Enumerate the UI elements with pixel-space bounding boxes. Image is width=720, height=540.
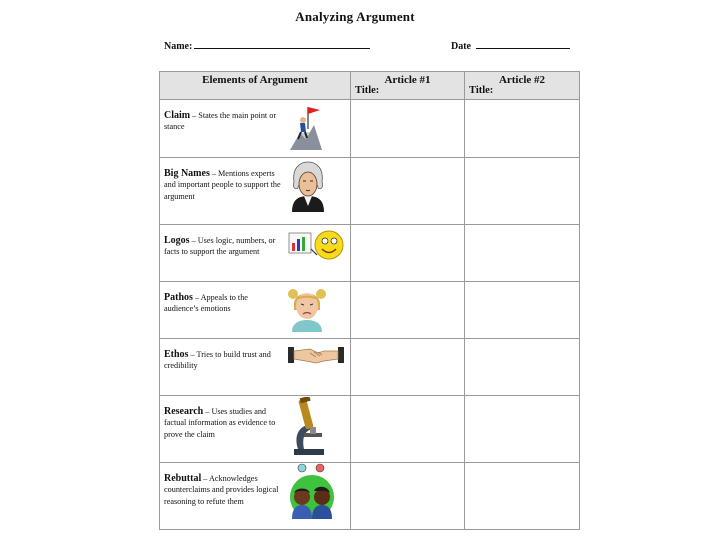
- article-2-cell[interactable]: [465, 396, 580, 463]
- article-1-cell[interactable]: [351, 282, 465, 339]
- page-title: Analyzing Argument: [295, 9, 415, 24]
- microscope-icon: [290, 397, 328, 457]
- element-cell-logos: [160, 225, 351, 282]
- article-2-cell[interactable]: [465, 100, 580, 158]
- article-2-cell[interactable]: [465, 463, 580, 530]
- article-1-label: Article #1: [384, 74, 431, 86]
- element-name: Pathos: [164, 292, 193, 303]
- article-2-cell[interactable]: [465, 339, 580, 396]
- article-1-cell[interactable]: [351, 158, 465, 225]
- portrait-icon: [288, 160, 328, 212]
- sad-girl-icon: [288, 284, 326, 332]
- article-2-cell[interactable]: [465, 225, 580, 282]
- element-desc: – Appeals to the audience’s emotions: [164, 293, 248, 314]
- article-1-cell[interactable]: [351, 339, 465, 396]
- element-name: Logos: [164, 235, 190, 246]
- article-1-cell[interactable]: [351, 396, 465, 463]
- article-1-title-label: Title:: [355, 85, 380, 96]
- table-row: [160, 100, 580, 158]
- smiley-chart-icon: [287, 227, 345, 267]
- article-1-cell[interactable]: [351, 100, 465, 158]
- article-2-title-label: Title:: [469, 85, 494, 96]
- date-label: Date: [451, 41, 471, 52]
- element-name: Rebuttal: [164, 473, 202, 484]
- element-name: Ethos: [164, 349, 189, 360]
- table-row: [160, 225, 580, 282]
- date-blank[interactable]: [476, 39, 570, 49]
- article-1-cell[interactable]: [351, 463, 465, 530]
- debate-people-icon: [288, 463, 336, 521]
- name-line: [164, 39, 370, 52]
- article-1-cell[interactable]: [351, 225, 465, 282]
- element-cell-research: [160, 396, 351, 463]
- table-row: [160, 282, 580, 339]
- name-blank[interactable]: [194, 39, 370, 49]
- element-desc: – Uses studies and factual information as evidence to prove the claim: [164, 407, 276, 439]
- element-desc: – States the main point or stance: [164, 111, 277, 132]
- element-cell-pathos: [160, 282, 351, 339]
- element-desc: – Uses logic, numbers, or facts to support the argument: [164, 236, 276, 257]
- article-2-cell[interactable]: [465, 282, 580, 339]
- element-desc: – Tries to build trust and credibility: [164, 350, 271, 371]
- table-row: [160, 463, 580, 530]
- col-header-elements: Elements of Argument: [160, 72, 351, 100]
- element-cell-rebuttal: [160, 463, 351, 530]
- article-2-cell[interactable]: [465, 158, 580, 225]
- article-2-label: Article #2: [498, 74, 546, 86]
- element-cell-big-names: [160, 158, 351, 225]
- climber-flag-icon: [288, 103, 324, 151]
- element-name: Big Names: [164, 168, 210, 179]
- table-row: [160, 396, 580, 463]
- element-name: Claim: [164, 110, 191, 121]
- element-desc: – Mentions experts and important people to support the argument: [164, 169, 281, 201]
- date-line: [451, 39, 570, 52]
- element-cell-ethos: [160, 339, 351, 396]
- element-cell-claim: [160, 100, 351, 158]
- col-header-article-2: [465, 72, 580, 100]
- name-label: Name:: [164, 41, 193, 52]
- table-row: [160, 158, 580, 225]
- element-desc: – Acknowledges counterclaims and provides logical reasoning to refute them: [164, 474, 279, 506]
- element-name: Research: [164, 406, 204, 417]
- argument-table: [159, 71, 580, 530]
- table-row: [160, 339, 580, 396]
- handshake-icon: [288, 343, 344, 367]
- col-header-article-1: [351, 72, 465, 100]
- table-header-row: [160, 72, 580, 100]
